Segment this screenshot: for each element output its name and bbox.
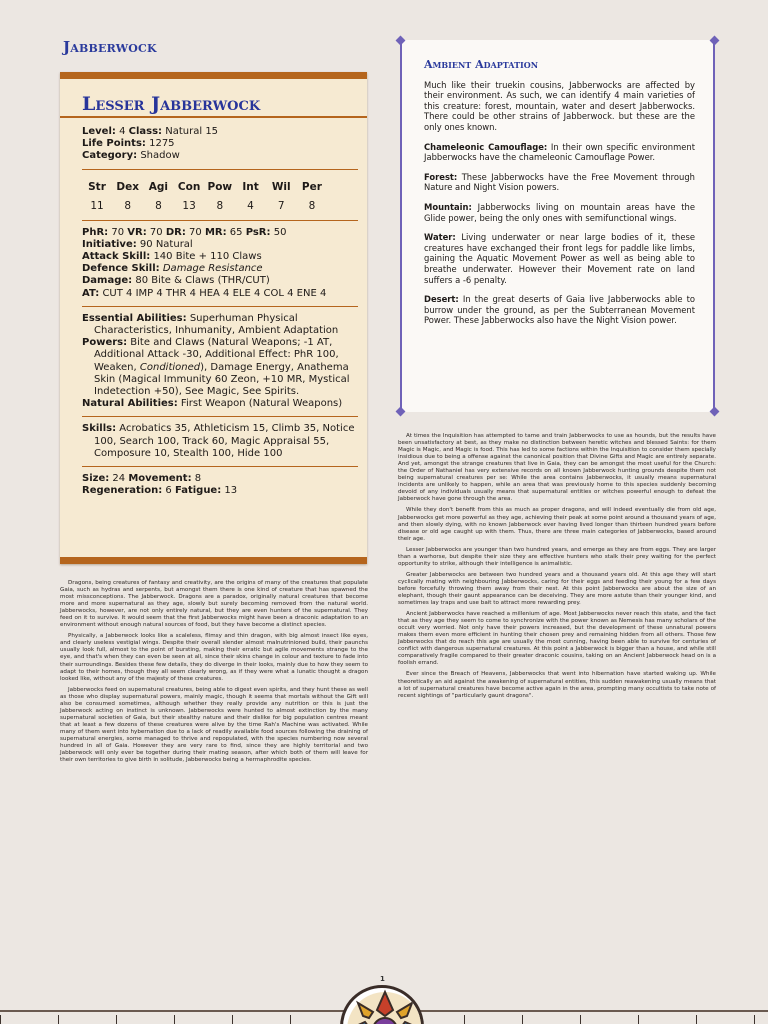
- section-title: Jabberwock: [63, 38, 157, 56]
- attribute-value: 8: [124, 199, 132, 212]
- class-value: Natural 15: [165, 126, 219, 137]
- attack-line: [82, 251, 358, 263]
- life-points-value: 1275: [149, 138, 175, 150]
- attribute-value: 13: [182, 199, 196, 212]
- corner-diamond-icon: [396, 36, 406, 46]
- ambient-item: [424, 142, 695, 163]
- body-paragraph: While they don't benefit from this as much as proper dragons, and will indeed eventually die from old age, Jabberwocks get more powerful as they age, achieving their peak at some point around a thousand years of age, and then slowly dying, with no known Jabberwock ever having lived longer than thirteen hundred years before disease or old age caught up with them. Thus, there are three main categories of Jabberwocks, based around their age.: [398, 507, 716, 542]
- regen-value: 6: [165, 485, 172, 497]
- attribute-name: Pow: [207, 180, 233, 193]
- divider: [82, 306, 358, 307]
- ambient-item-text: In the great deserts of Gaia live Jabberwocks able to burrow under the ground, as per the Subterranean Movement Power. These Jabberwocks also have the Night Vision power.: [424, 294, 695, 326]
- ambient-item-label: Forest:: [424, 171, 458, 182]
- attribute-value: 8: [155, 199, 162, 212]
- vr-value: 70: [149, 226, 163, 238]
- attribute-per: [297, 176, 327, 214]
- ambient-item-label: Mountain:: [424, 201, 472, 212]
- powers-italic: Conditioned: [139, 361, 201, 373]
- divider: [82, 220, 358, 221]
- attack-value: 140 Bite + 110 Claws: [153, 251, 262, 263]
- skills-value: Acrobatics 35, Athleticism 15, Climb 35, Notice 100, Search 100, Track 60, Magic Appraisal 55, Composure 10, Stealth 100, Hide 100: [94, 423, 355, 459]
- attribute-name: Int: [242, 180, 259, 193]
- ambient-adaptation-box: [400, 40, 715, 412]
- attack-label: Attack Skill:: [82, 251, 151, 263]
- fatigue-value: 13: [224, 485, 238, 497]
- attribute-value: 8: [216, 199, 224, 212]
- ambient-items: [424, 142, 695, 326]
- life-points-line: [82, 138, 358, 150]
- damage-line: [82, 275, 358, 287]
- armor-line: [82, 288, 358, 300]
- movement-label: Movement:: [128, 473, 192, 485]
- psr-label: PsR:: [245, 226, 271, 238]
- corner-diamond-icon: [710, 36, 720, 46]
- body-paragraph: Lesser Jabberwocks are younger than two hundred years, and emerge as they are from eggs. They are larger than a warhorse, but despite their size they are effective hunters who stalk their prey waiting for the perfect opportunity to strike, although their intelligence is animalistic.: [398, 546, 716, 567]
- initiative-value: 90 Natural: [139, 238, 193, 250]
- left-body-column: [60, 580, 368, 768]
- natural-value: First Weapon (Natural Weapons): [180, 398, 343, 410]
- mr-value: 65: [229, 226, 243, 238]
- ambient-title: Ambient Adaptation: [424, 58, 539, 71]
- page-number: 1: [380, 975, 385, 983]
- armor-label: AT:: [82, 287, 100, 299]
- body-paragraph: Physically, a Jabberwock looks like a scaleless, flimsy and thin dragon, with big almost insect like eyes, and clearly useless vestigial wings. Despite their overall slender almost malnutrinioned build, their paunchs usually look full, almost to the point of bursting, making their erratic but agile movements strange to the eye, and that's when they can even be seen at all, since their skins change in colour and texture to fade into their surroundings. Besides these few details, they do diverge in their looks, mainly due to how they seem to adapt to their homes, though they all seem clearly wrong, as if they were what a lunatic thought a dragon looked like, without any of the majesty of these creatures.: [60, 633, 368, 682]
- ambient-item: [424, 172, 695, 193]
- essential-value: Superhuman Physical Characteristics, Inhumanity, Ambient Adaptation: [94, 312, 339, 337]
- defence-label: Defence Skill:: [82, 263, 160, 275]
- attribute-name: Str: [88, 180, 106, 193]
- defence-value: Damage Resistance: [162, 263, 263, 275]
- initiative-line: [82, 239, 358, 251]
- size-label: Size:: [82, 473, 110, 485]
- dr-value: 70: [189, 226, 202, 238]
- natural-label: Natural Abilities:: [82, 398, 178, 410]
- ambient-item-text: Living underwater or near large bodies of it, these creatures have exchanged their front legs for paddle like limbs, gaining the Aquatic Movement Power as well as being able to breathe underwater. However their Movement rate on land suffers a -6 penalty.: [424, 232, 695, 285]
- movement-value: 8: [194, 473, 202, 485]
- vr-label: VR:: [127, 226, 147, 238]
- size-value: 24: [112, 473, 126, 485]
- phr-value: 70: [111, 226, 125, 238]
- ambient-item-label: Desert:: [424, 294, 459, 305]
- attribute-value: 8: [308, 199, 316, 212]
- right-body-column: [398, 433, 716, 704]
- body-paragraph: Greater Jabberwocks are between two hundred years and a thousand years old. At this age they will start cyclically mating with neighbouring Jabberwocks, caring for their eggs and feeding their young for a few days before forcefully throwing them away from their nest. At this point Jabberwocks are about the size of an elephant, though their gaunt appearance can be deceiving. They are more astute than their younger kind, and sometimes lay traps and use bait to attract more rewarding prey.: [398, 571, 716, 607]
- mr-label: MR:: [204, 226, 227, 238]
- attribute-pow: [205, 176, 235, 214]
- skills-label: Skills:: [82, 423, 117, 435]
- attribute-con: [174, 176, 204, 214]
- phr-label: PhR:: [82, 226, 109, 238]
- psr-value: 50: [273, 226, 287, 238]
- divider: [82, 169, 358, 170]
- corner-diamond-icon: [710, 407, 720, 417]
- stat-block-title: Lesser Jabberwock: [82, 93, 261, 115]
- defence-line: [82, 263, 358, 275]
- attribute-name: Per: [301, 180, 322, 193]
- attribute-name: Dex: [116, 180, 140, 193]
- natural-abilities: [82, 398, 358, 410]
- body-paragraph: Jabberwocks feed on supernatural creatures, being able to digest even spirits, and they hunt these as well as those who display supernatural powers, mainly magic, though it seems that mortals without the Gift will also be consumed sometimes, although whether they really provide any nutrition or this is just the Jabberwock acting on instinct is unknown. Jabberwocks were hunted to almost extinction by the many supernatural societies of Gaia, but their stealthy nature and their dislike for big population centres meant that at least a few dozens of these creatures were alive by the time Rah's Machine was activated. While many of them went into hybernation due to a lack of readily available food sources following the draining of supernatural energies, some managed to thrive and repopulated, with the species numbering now several hundred in all of Gaia. However they are very rare to find, since they are highly territorial and two Jabberwock will only ever be together during their mating season, after which both of them will leave for their own territories to give birth in solitude, Jabberwocks being a hermaphrodite species.: [60, 686, 368, 764]
- level-value: 4: [119, 126, 126, 137]
- ambient-item-text: These Jabberwocks have the Free Movement through Nature and Night Vision powers.: [424, 171, 695, 193]
- skills: [82, 423, 358, 460]
- body-paragraph: Ancient Jabberwocks have reached a millenium of age. Most Jabberwocks never reach this state, and the fact that as they age they seem to come to synchronize with the power known as Nemesis has many scholars of the occult very worried. Not only have their powers increased, but the development of these unnatural powers makes them even more efficient in hunting their chosen prey and remaining hidden from all others. Those few Jabberwocks that do reach this age are usually the most cunning, having been able to survive for centuries of conflict with dangerous supernatural creatures. At this point a Jabberwock is bigger than a house, and while still comparatively fragile compared to their greater draconic cousins, taking on an Ancient Jabberwock head on is a foolish errand.: [398, 611, 716, 667]
- corner-diamond-icon: [396, 407, 406, 417]
- ambient-item-text: In their own specific environment Jabberwocks have the chameleonic Camouflage Power.: [424, 141, 695, 163]
- attribute-wil: [266, 176, 296, 214]
- initiative-label: Initiative:: [82, 238, 137, 250]
- ambient-item: [424, 232, 695, 285]
- class-label: Class:: [128, 126, 163, 137]
- dr-label: DR:: [165, 226, 186, 238]
- attribute-value: 7: [277, 199, 285, 212]
- attributes-table: [82, 176, 327, 214]
- attribute-str: [82, 176, 112, 214]
- rose-window-icon: [340, 985, 424, 1024]
- armor-value: CUT 4 IMP 4 THR 4 HEA 4 ELE 4 COL 4 ENE 4: [102, 287, 327, 299]
- body-paragraph: Ever since the Breach of Heavens, Jabberwocks that went into hibernation have started waking up. While theoretically an aid against the awakening of supernatural entities, this sudden reawakening usually means that a lot of supernatural creatures have become active again in the area, prompting many occultists to take note of recent sightings of "particularly gaunt dragons".: [398, 671, 716, 699]
- life-points-label: Life Points:: [82, 138, 146, 150]
- divider: [82, 416, 358, 417]
- attribute-name: Con: [177, 180, 201, 193]
- attribute-agi: [143, 176, 173, 214]
- attribute-name: Agi: [148, 180, 169, 193]
- level-line: [82, 126, 358, 138]
- powers-text: Bite and Claws (Natural Weapons; -1 AT, Additional Attack -30, Additional Effect: PhR 100, Weaken,: [94, 337, 339, 373]
- size-line: [82, 473, 358, 485]
- attribute-value: 11: [90, 199, 104, 212]
- ambient-intro: Much like their truekin cousins, Jabberwocks are affected by their environment. As such, we can identify 4 main varieties of this creature: forest, mountain, water and desert Jabberwocks. There could be other strains of Jabberwock. but these are the only ones known.: [424, 79, 695, 132]
- regen-line: [82, 485, 358, 497]
- damage-value: 80 Bite & Claws (THR/CUT): [135, 275, 270, 287]
- essential-label: Essential Abilities:: [82, 312, 187, 324]
- attribute-int: [236, 176, 266, 214]
- stat-block: [60, 72, 367, 564]
- fatigue-label: Fatigue:: [174, 485, 222, 497]
- ambient-item: [424, 202, 695, 223]
- level-label: Level:: [82, 126, 116, 137]
- attribute-name: Wil: [271, 180, 291, 193]
- category-value: Shadow: [140, 150, 180, 162]
- ambient-item-label: Water:: [424, 232, 456, 243]
- attribute-dex: [113, 176, 143, 214]
- regen-label: Regeneration:: [82, 485, 163, 497]
- essential-abilities: [82, 313, 358, 337]
- divider: [82, 466, 358, 467]
- attribute-value: 4: [247, 199, 254, 212]
- ambient-item-label: Chameleonic Camouflage:: [424, 141, 548, 152]
- powers-label: Powers:: [82, 337, 128, 349]
- resistances-line: [82, 227, 358, 239]
- ambient-item: [424, 294, 695, 326]
- powers-text-end: ), Damage Energy, Anathema Skin (Magical Immunity 60 Zeon, +10 MR, Mystical Indetection +50), See Magic, See Spirits.: [94, 361, 350, 398]
- ambient-item-text: Jabberwocks living on mountain areas have the Glide power, being the only ones with semifunctional wings.: [424, 201, 695, 223]
- category-label: Category:: [82, 150, 138, 162]
- powers: [82, 337, 358, 398]
- category-line: [82, 150, 358, 162]
- body-paragraph: At times the Inquisition has attempted to tame and train Jabberwocks to use as hounds, but the results have been unsatisfactory at best, as they make no distinction between heretic witches and blessed Saints: for them Magic is Magic, and Magic is food. This has led to some factions within the Inquisition to consider them specially insidious due to being a offense against the canonical position that Divine Gifts and Magic are entirely separate. And yet, amongst the strange creatures that live in Gaia, they can be amongst the most useful for the Church: the Order of Nathaniel has very extensive records on all known Jabberwock hunting grounds despite them not being supernatural creatures per se: While the area contains Jabberwocks, it usually means supernatural incidents are unlikely to happen, while an area that was previously home to this species suddenly becoming devoid of any individuals usually means that supernatural entities or witches powerful enough to defeat the Jabberwock have gone through the area.: [398, 433, 716, 503]
- body-paragraph: Dragons, being creatures of fantasy and creativity, are the origins of many of the creatures that populate Gaia, such as hydras and serpents, but amongst them there is one kind of creature that has spawned the most missconceptions. The Jabberwock. Dragons are a paradox, originally natural creatures that become more and more supernatural as they age, slowly but surely becoming removed from the natural world. Jabberwocks, however, are not only entirely natural, but they are even hunters of the supernatural. They feed on it to survive. It would seem that the first Jabberwocks might have been a draconic adaptation to an environment without enough natural sources of food, but they have become a distinct species.: [60, 580, 368, 629]
- damage-label: Damage:: [82, 275, 133, 287]
